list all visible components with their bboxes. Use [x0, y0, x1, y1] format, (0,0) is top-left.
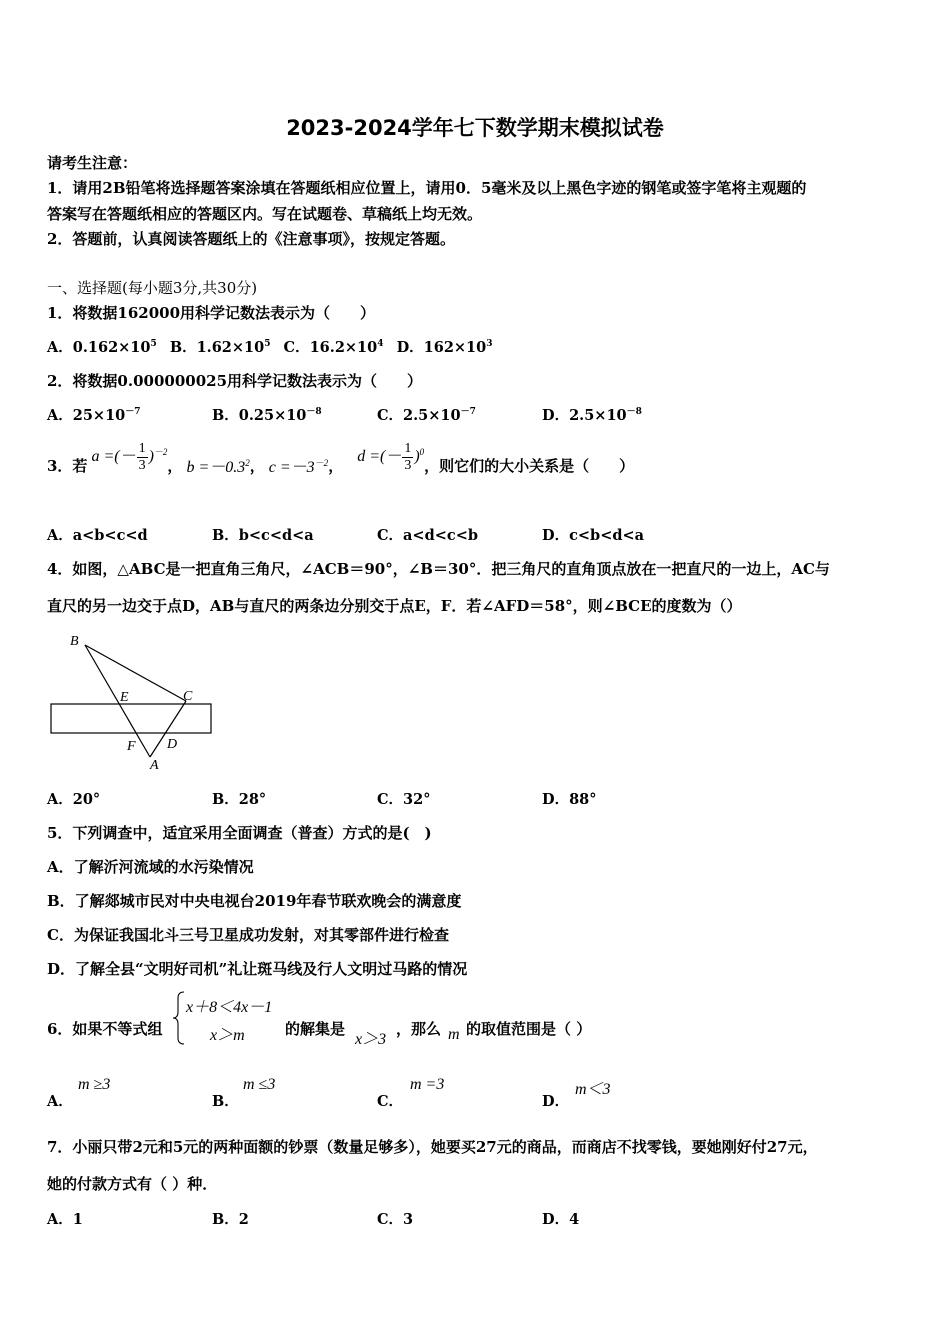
q2-option-a: A．$25\times 10^{-7}$ — [47, 407, 141, 424]
q6-option-a-label: A． — [47, 1093, 73, 1110]
q7-stem-line-2: 她的付款方式有（ ）种． — [47, 1175, 218, 1193]
q5-option-a: A．了解沂河流域的水污染情况 — [47, 858, 254, 876]
label-f: F — [127, 739, 136, 754]
q6-prefix: 6．如果不等式组 — [47, 1020, 163, 1038]
q4-stem-line-1: 4．如图，△ABC是一把直角三角尺，∠ACB＝90°，∠B＝30°．把三角尺的直角顶点放在一把直尺的一边上，AC与 — [47, 560, 830, 578]
line-bc — [85, 645, 186, 701]
label-e: E — [120, 690, 129, 705]
q7-option-a: A．1 — [47, 1211, 83, 1228]
q3-expr-b: $b =-0.3^2$ — [186, 457, 250, 476]
notice-line-2: 2．答题前，认真阅读答题纸上的《注意事项》，按规定答题。 — [47, 230, 455, 248]
q5-stem: 5．下列调查中，适宜采用全面调查（普查）方式的是( ) — [47, 824, 432, 842]
q6-mid: 的解集是 — [285, 1020, 346, 1038]
q6-option-c: m =3 — [410, 1076, 445, 1093]
q7-option-c: C．3 — [377, 1211, 414, 1228]
q6-var: m — [448, 1026, 460, 1043]
q6-option-d: m＜3 — [575, 1081, 611, 1098]
label-a: A — [150, 758, 159, 773]
ruler-rect — [51, 704, 211, 733]
q6-ineq-2: x＞m — [210, 1027, 245, 1044]
line-ba — [85, 645, 150, 757]
q4-stem-line-2: 直尺的另一边交于点D，AB与直尺的两条边分别交于点E，F．若∠AFD＝58°，则∠BCE的度数为（） — [47, 597, 742, 615]
q7-stem-line-1: 7．小丽只带2元和5元的两种面额的钞票（数量足够多），她要买27元的商品，而商店不找零钱，要她刚好付27元， — [47, 1138, 818, 1156]
q6-option-b-label: B． — [212, 1093, 239, 1110]
q3-stem: 3．若 a =(－ $\frac{1}{3}$ )$^{-2}$ ， $b =-0.3^2$ ， $c =-3^{-2}$ ， d =(－ $\frac{1}{3}$ )$^0$ ，则它们的大小关系是（ ） — [47, 440, 635, 476]
q4-option-b: B．28° — [212, 791, 267, 808]
q2-option-c: C．$2.5\times 10^{-7}$ — [377, 407, 476, 424]
q6-brace — [172, 990, 186, 1046]
notice-line-1a: 1．请用2B铅笔将选择题答案涂填在答题纸相应位置上，请用0．5毫米及以上黑色字迹的钢笔或签字笔将主观题的 — [47, 179, 807, 197]
q4-option-d: D．88° — [542, 791, 597, 808]
q6-option-c-label: C． — [377, 1093, 404, 1110]
q3-expr-d: d =(－ $\frac{1}{3}$ )$^0$ — [357, 440, 425, 473]
notice-heading: 请考生注意： — [47, 154, 138, 172]
q7-option-b: B．2 — [212, 1211, 249, 1228]
q3-expr-c: $c =-3^{-2}$ — [268, 457, 329, 476]
q2-option-b: B．$0.25\times 10^{-8}$ — [212, 407, 322, 424]
label-b: B — [70, 634, 79, 649]
label-d: D — [167, 737, 178, 752]
q4-option-a: A．20° — [47, 791, 101, 808]
q6-ineq-1: x＋8＜4x－1 — [186, 999, 273, 1016]
q3-option-b: B．b<c<d<a — [212, 527, 314, 544]
notice-line-1b: 答案写在答题纸相应的答题区内。写在试题卷、草稿纸上均无效。 — [47, 205, 483, 223]
q6-option-a: m ≥3 — [78, 1076, 111, 1093]
q4-option-c: C．32° — [377, 791, 431, 808]
q6-tail: 的取值范围是（ ） — [466, 1020, 592, 1038]
q3-option-c: C．a<d<c<b — [377, 527, 478, 544]
q4-figure — [40, 625, 230, 775]
q5-option-d: D．了解全县“文明好司机”礼让斑马线及行人文明过马路的情况 — [47, 960, 468, 978]
q6-mid-2: ，那么 — [396, 1020, 442, 1038]
q3-expr-a: a =(－ $\frac{1}{3}$ )$^{-2}$ — [91, 440, 168, 473]
page-title: 2023-2024学年七下数学期末模拟试卷 — [286, 116, 664, 140]
q6-option-d-label: D． — [542, 1093, 570, 1110]
q5-option-b: B．了解郯城市民对中央电视台2019年春节联欢晚会的满意度 — [47, 892, 462, 910]
q2-stem: 2．将数据0.000000025用科学记数法表示为（ ） — [47, 372, 423, 390]
q6-option-b: m ≤3 — [243, 1076, 276, 1093]
q2-option-d: D．$2.5\times 10^{-8}$ — [542, 407, 642, 424]
q1-option-a: A．$0.162\times 10^5$ B．$1.62\times 10^5$ C．$16.2\times 10^4$ D．$162\times 10^3$ — [47, 339, 493, 356]
q5-option-c: C．为保证我国北斗三号卫星成功发射，对其零部件进行检查 — [47, 926, 449, 944]
q3-option-d: D．c<b<d<a — [542, 527, 645, 544]
section-heading: 一、选择题(每小题3分,共30分) — [47, 279, 258, 297]
q7-option-d: D．4 — [542, 1211, 580, 1228]
q3-option-a: A．a<b<c<d — [47, 527, 148, 544]
q6-solution: x＞3 — [355, 1031, 387, 1048]
q1-stem: 1．将数据162000用科学记数法表示为（ ） — [47, 304, 376, 322]
label-c: C — [183, 689, 193, 704]
